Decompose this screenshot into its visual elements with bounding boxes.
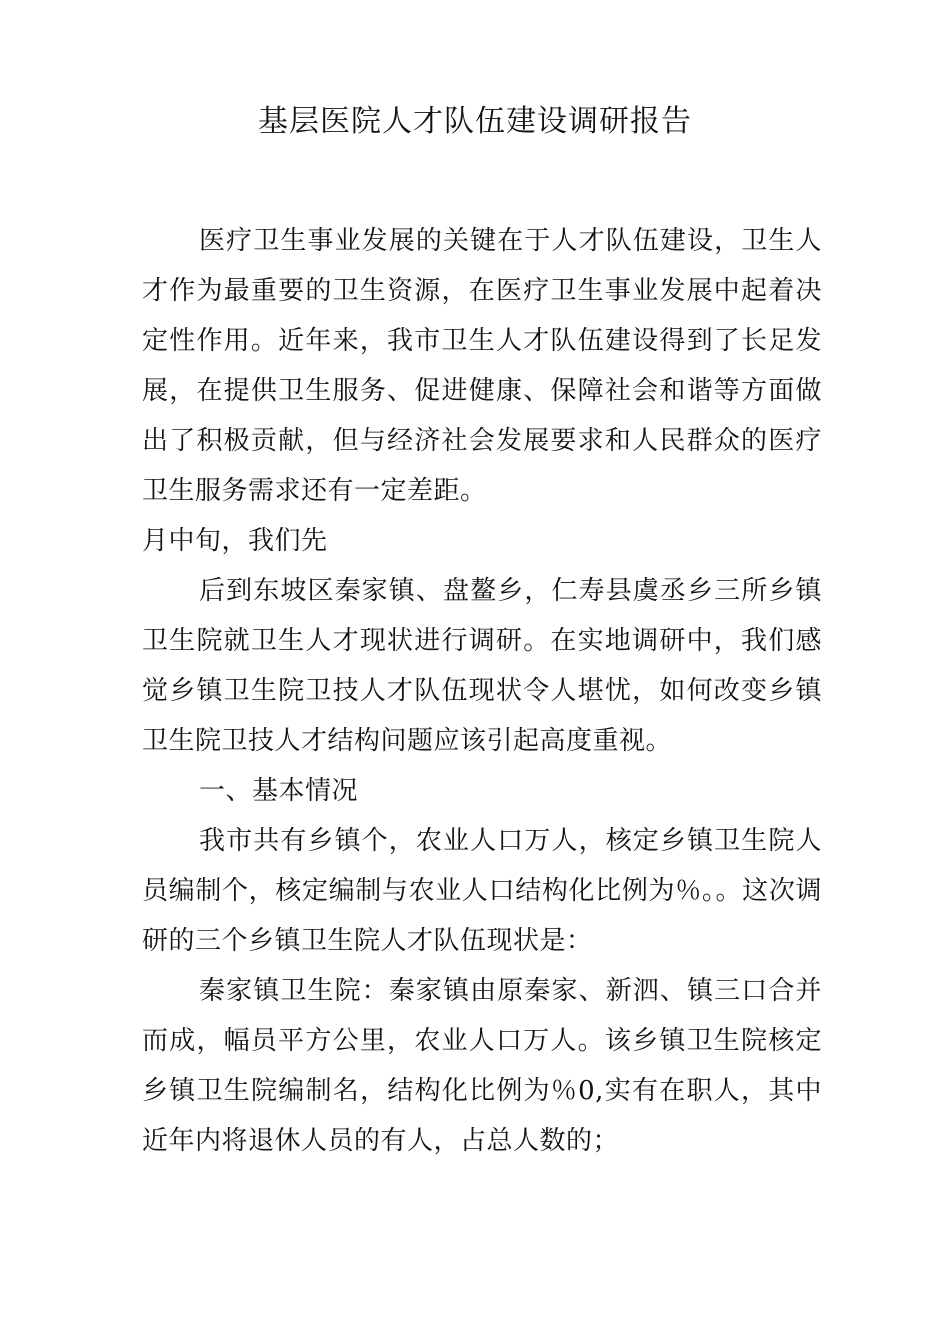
paragraph-investigation: 后到东坡区秦家镇、盘鳌乡，仁寿县虞丞乡三所乡镇卫生院就卫生人才现状进行调研。在实地调研中，我们感觉乡镇卫生院卫技人才队伍现状令人堪忧，如何改变乡镇卫生院卫技人才结构问题应该引起高度重视。 bbox=[142, 576, 822, 756]
document-body bbox=[142, 216, 822, 1166]
paragraph-qinjia-hospital: 秦家镇卫生院：秦家镇由原秦家、新泗、镇三口合并而成，幅员平方公里，农业人口万人。该乡镇卫生院核定乡镇卫生院编制名，结构化比例为％0,实有在职人，其中近年内将退休人员的有人，占总人数的； bbox=[142, 976, 822, 1156]
section-heading-basic-situation: 一、基本情况 bbox=[199, 776, 359, 806]
document-title: 基层医院人才队伍建设调研报告 bbox=[258, 104, 692, 139]
paragraph-fragment: 月中旬，我们先 bbox=[142, 526, 328, 556]
paragraph-city-overview: 我市共有乡镇个，农业人口万人，核定乡镇卫生院人员编制个，核定编制与农业人口结构化比例为％。。这次调研的三个乡镇卫生院人才队伍现状是： bbox=[142, 826, 822, 956]
paragraph-intro: 医疗卫生事业发展的关键在于人才队伍建设，卫生人才作为最重要的卫生资源，在医疗卫生事业发展中起着决定性作用。近年来，我市卫生人才队伍建设得到了长足发展，在提供卫生服务、促进健康、保障社会和谐等方面做出了积极贡献，但与经济社会发展要求和人民群众的医疗卫生服务需求还有一定差距。 bbox=[142, 226, 822, 506]
